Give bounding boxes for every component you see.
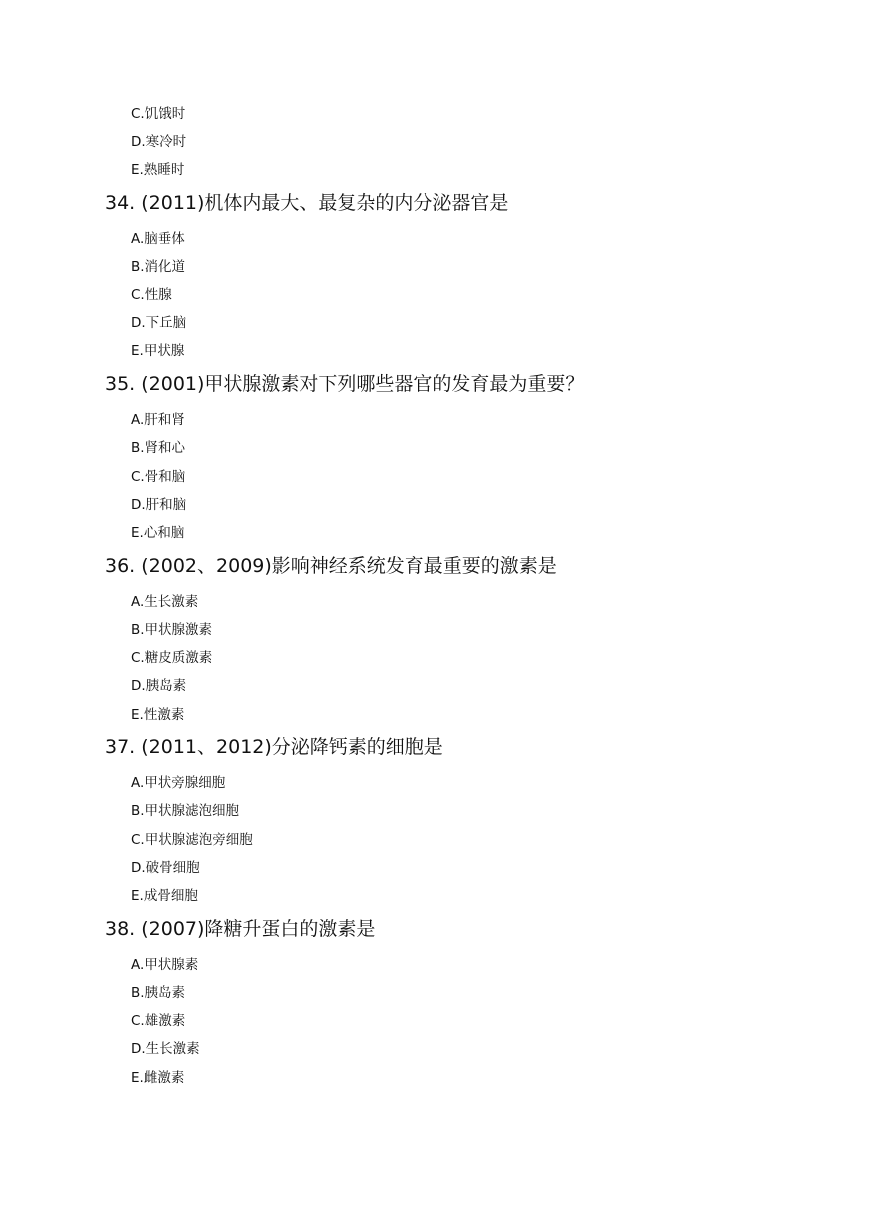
option: C.甲状腺滤泡旁细胞	[131, 832, 253, 848]
option: C.性腺	[131, 287, 172, 303]
option: B.甲状腺激素	[131, 622, 213, 638]
option: A.脑垂体	[131, 231, 185, 247]
question-text: 35. (2001)甲状腺激素对下列哪些器官的发育最为重要？	[105, 373, 585, 395]
option: E.熟睡时	[131, 162, 185, 178]
option: D.生长激素	[131, 1041, 200, 1057]
option: E.心和脑	[131, 525, 185, 541]
option: B.肾和心	[131, 440, 186, 456]
option: B.消化道	[131, 259, 186, 275]
question-text: 38. (2007)降糖升蛋白的激素是	[105, 918, 376, 940]
option: D.寒冷时	[131, 134, 187, 150]
option: E.成骨细胞	[131, 888, 198, 904]
option: D.肝和脑	[131, 497, 187, 513]
question-text: 37. (2011、2012)分泌降钙素的细胞是	[105, 736, 443, 758]
option: A.肝和肾	[131, 412, 185, 428]
option: D.破骨细胞	[131, 860, 200, 876]
option: C.饥饿时	[131, 106, 186, 122]
option: E.甲状腺	[131, 343, 185, 359]
option: A.甲状旁腺细胞	[131, 775, 226, 791]
option: E.性激素	[131, 707, 185, 723]
option: E.雌激素	[131, 1070, 185, 1086]
option: C.糖皮质激素	[131, 650, 213, 666]
question-text: 36. (2002、2009)影响神经系统发育最重要的激素是	[105, 555, 557, 577]
option: B.甲状腺滤泡细胞	[131, 803, 240, 819]
option: D.下丘脑	[131, 315, 187, 331]
option: A.生长激素	[131, 594, 199, 610]
option: D.胰岛素	[131, 678, 187, 694]
option: C.骨和脑	[131, 469, 186, 485]
question-text: 34. (2011)机体内最大、最复杂的内分泌器官是	[105, 192, 509, 214]
option: C.雄激素	[131, 1013, 186, 1029]
option: B.胰岛素	[131, 985, 186, 1001]
option: A.甲状腺素	[131, 957, 199, 973]
